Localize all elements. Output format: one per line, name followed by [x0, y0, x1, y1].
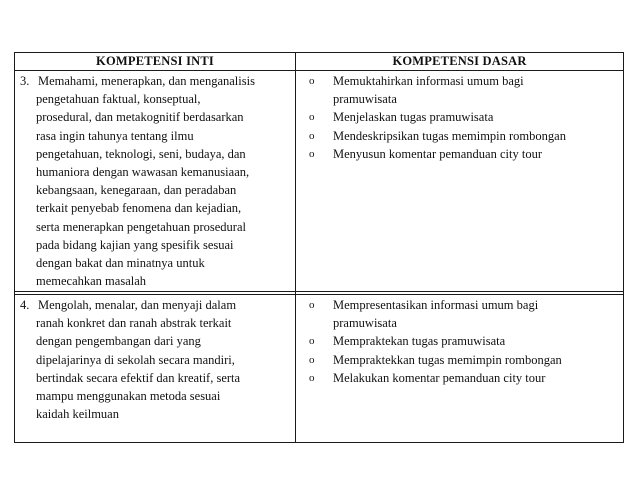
ki-line: humaniora dengan wawasan kemanusiaan, — [36, 165, 250, 180]
row-divider-top — [15, 291, 623, 292]
ki-line: dengan bakat dan minatnya untuk — [36, 256, 205, 271]
circle-bullet-icon: o — [309, 111, 315, 124]
circle-bullet-icon: o — [309, 299, 315, 311]
header-kompetensi-inti: KOMPETENSI INTI — [96, 54, 214, 68]
ki-line: kaidah keilmuan — [36, 407, 119, 422]
ki-line: Memahami, menerapkan, dan menganalisis — [38, 74, 255, 88]
ki-line: bertindak secara efektif dan kreatif, serta — [36, 370, 241, 385]
row-divider-bottom — [15, 294, 623, 295]
ki-line: mampu menggunakan metoda sesuai — [36, 389, 221, 404]
kd-item — [303, 369, 621, 387]
circle-bullet-icon: o — [309, 353, 315, 366]
kd-line: Menjelaskan tugas pramuwisata — [333, 110, 494, 125]
ki-line: pengetahuan faktual, konseptual, — [36, 92, 201, 107]
kd-item — [303, 351, 621, 369]
circle-bullet-icon: o — [309, 335, 315, 348]
header-divider — [15, 70, 623, 71]
ki-line: terkait penyebab fenomena dan kejadian, — [36, 201, 242, 216]
ki-line: ranah konkret dan ranah abstrak terkait — [36, 316, 232, 331]
ki-line: dengan pengembangan dari yang — [36, 334, 201, 349]
ki-line: pada bidang kajian yang spesifik sesuai — [36, 237, 234, 252]
ki-line: kebangsaan, kenegaraan, dan peradaban — [36, 183, 237, 198]
ki-line: serta menerapkan pengetahuan prosedural — [36, 219, 246, 234]
kd-line: pramuwisata — [333, 316, 397, 331]
header-kompetensi-dasar: KOMPETENSI DASAR — [392, 54, 527, 68]
circle-bullet-icon: o — [309, 371, 315, 384]
kompetensi-dasar-list-4 — [303, 296, 621, 387]
kd-line: Mempraktekkan tugas memimpin rombongan — [333, 352, 562, 367]
ki-line: dipelajarinya di sekolah secara mandiri, — [36, 352, 235, 367]
circle-bullet-icon: o — [309, 147, 315, 160]
ki-number: 4. — [20, 298, 30, 312]
circle-bullet-icon: o — [309, 75, 315, 87]
ki-line: Mengolah, menalar, dan menyaji dalam — [38, 298, 237, 312]
kd-line: Memuktahirkan informasi umum bagi — [333, 74, 524, 88]
kd-item — [303, 108, 621, 126]
kd-item — [303, 145, 621, 163]
ki-number: 3. — [20, 74, 30, 88]
ki-line: rasa ingin tahunya tentang ilmu — [36, 128, 194, 143]
kompetensi-dasar-list-3 — [303, 72, 621, 163]
column-divider — [295, 53, 296, 442]
kd-item — [303, 296, 621, 332]
kompetensi-inti-3 — [20, 72, 292, 290]
kd-line: Mendeskripsikan tugas memimpin rombongan — [333, 128, 566, 143]
circle-bullet-icon: o — [309, 129, 315, 142]
ki-line: pengetahuan, teknologi, seni, budaya, dan — [36, 146, 246, 161]
kd-item — [303, 127, 621, 145]
ki-line: memecahkan masalah — [36, 274, 147, 289]
kd-item — [303, 72, 621, 108]
kd-line: Menyusun komentar pemanduan city tour — [333, 146, 542, 161]
competency-table — [14, 52, 624, 443]
kompetensi-inti-4 — [20, 296, 292, 423]
kd-line: Melakukan komentar pemanduan city tour — [333, 370, 546, 385]
kd-line: Mempraktekan tugas pramuwisata — [333, 334, 506, 349]
ki-line: prosedural, dan metakognitif berdasarkan — [36, 110, 244, 125]
kd-line: Mempresentasikan informasi umum bagi — [333, 298, 539, 312]
kd-line: pramuwisata — [333, 92, 397, 107]
kd-item — [303, 332, 621, 350]
